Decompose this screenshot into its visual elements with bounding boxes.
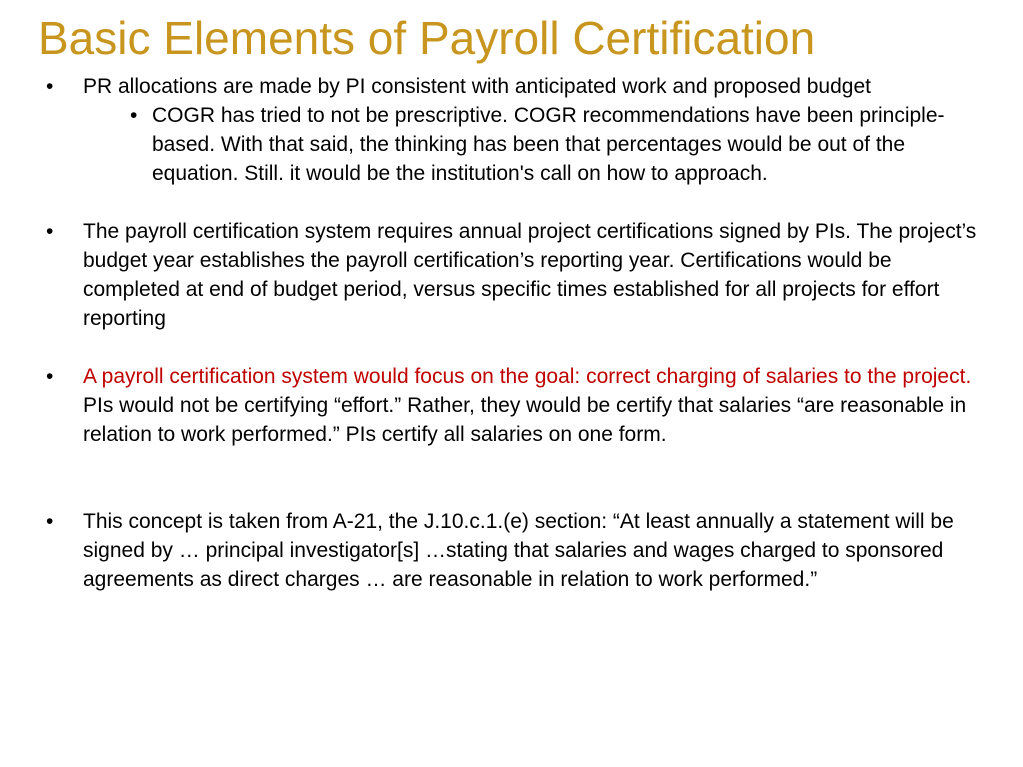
spacer — [0, 449, 1023, 507]
sub-bullet-dot-icon: • — [130, 104, 138, 127]
bullet-dot-icon: • — [46, 365, 54, 388]
bullet-text — [83, 362, 978, 449]
bullet-item-1 — [0, 72, 1023, 101]
highlighted-text: A payroll certification system would focus on the goal: correct charging of salaries to the project. — [83, 365, 972, 388]
bullet-text: PR allocations are made by PI consistent with anticipated work and proposed budget — [83, 75, 871, 98]
bullet-text-rest: PIs would not be certifying “effort.” Rather, they would be certify that salaries “are reasonable in relation to work performed.” PIs certify all salaries on one form. — [83, 394, 967, 446]
bullet-dot-icon: • — [46, 220, 54, 243]
spacer — [0, 333, 1023, 362]
bullet-item-2 — [0, 217, 1023, 333]
sub-bullet-text: COGR has tried to not be prescriptive. COGR recommendations have been principle-based. With that said, the thinking has been that percentages would be out of the equation. Still. it would be the institution's call on how to approach. — [152, 104, 945, 185]
bullet-dot-icon: • — [46, 75, 54, 98]
sub-bullet-item-1 — [0, 101, 1023, 188]
spacer — [0, 188, 1023, 217]
bullet-item-3 — [0, 362, 1023, 449]
bullet-text: The payroll certification system requires annual project certifications signed by PIs. The project’s budget year establishes the payroll certification’s reporting year. Certifications would be completed at end of budget period, versus specific times established for all projects for effort reporting — [83, 220, 977, 330]
bullet-item-4 — [0, 507, 1023, 594]
bullet-text: This concept is taken from A-21, the J.10.c.1.(e) section: “At least annually a statement will be signed by … principal investigator[s] …stating that salaries and wages charged to sponsored agreements as direct charges … are reasonable in relation to work performed.” — [83, 510, 954, 591]
slide-title: Basic Elements of Payroll Certification — [38, 12, 816, 64]
bullet-list — [0, 72, 1023, 594]
bullet-dot-icon: • — [46, 510, 54, 533]
